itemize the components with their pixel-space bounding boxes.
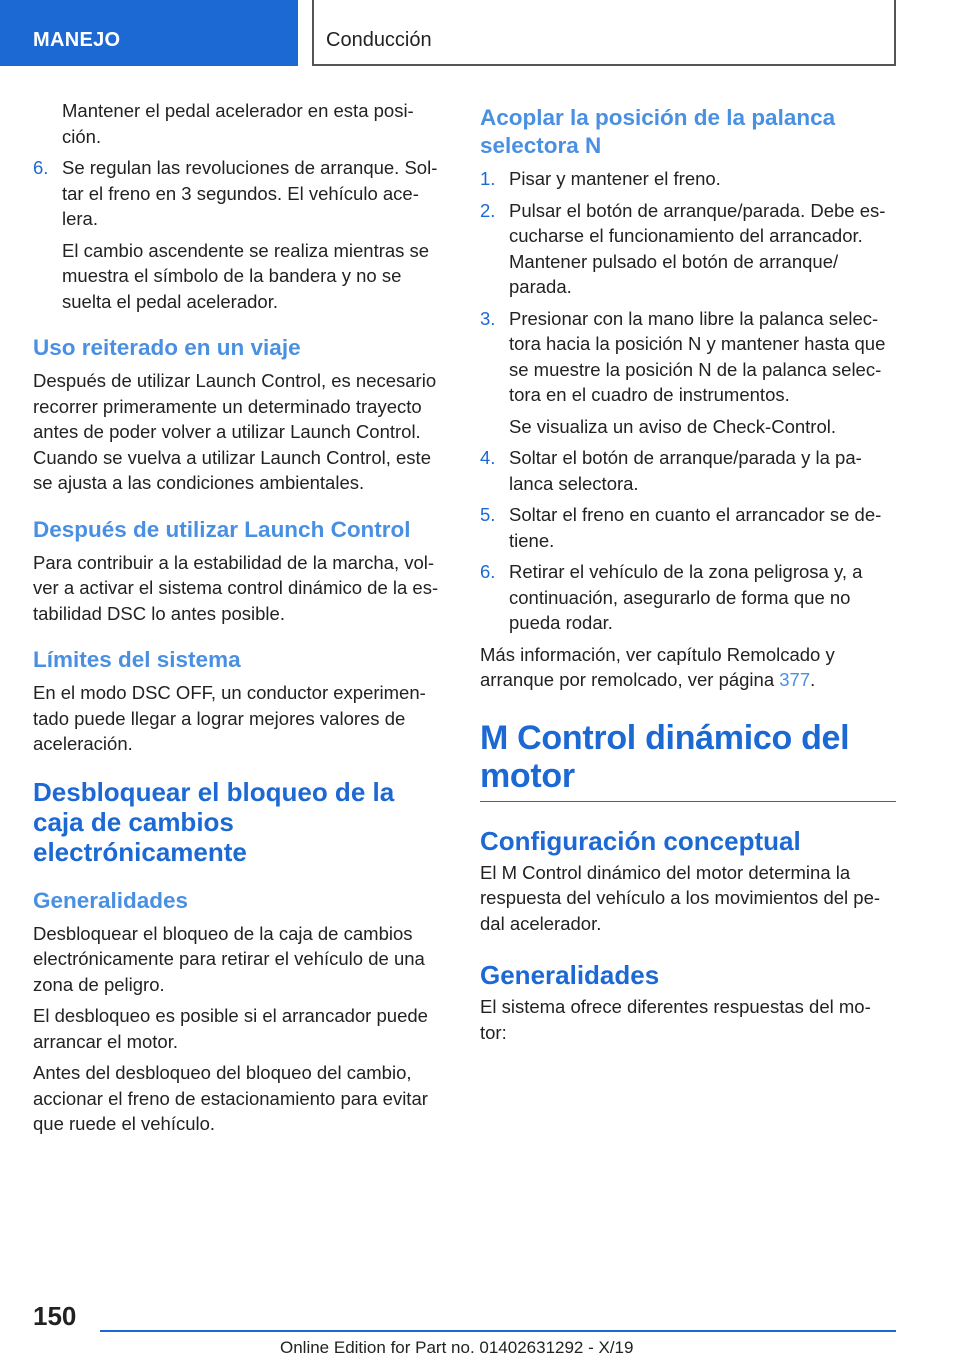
heading-acoplar-posicion: Acoplar la posición de la palanca selectora N [480, 105, 836, 158]
footer-edition: Online Edition for Part no. 01402631292 - X/19 [280, 1338, 634, 1357]
right-column [480, 98, 896, 1051]
paragraph: En el modo DSC OFF, un conductor experimen‐ tado puede llegar a lograr mejores valores de aceleración. [33, 682, 426, 754]
paragraph: Desbloquear el bloqueo de la caja de cambios electrónicamente para retirar el vehículo de una zona de peligro. [33, 922, 425, 995]
paragraph: Para contribuir a la estabilidad de la marcha, vol‐ ver a activar el sistema control dinámico de la es‐ tabilidad DSC lo antes posible. [33, 551, 439, 624]
list-number: 2. [480, 199, 496, 221]
heading-configuracion-conceptual: Configuración conceptual [480, 825, 801, 856]
list-text: Pulsar el botón de arranque/parada. Debe es‐ cucharse el funcionamiento del arrancador. Mantener pulsado el botón de arranque/ parada. [509, 199, 886, 297]
section-tab [0, 0, 298, 66]
list-text: Soltar el botón de arranque/parada y la pa‐ lanca selectora. [509, 447, 862, 494]
heading-desbloquear: Desbloquear el bloqueo de la caja de cambios electrónicamente [33, 776, 395, 867]
list-item [480, 445, 896, 496]
more-info-paragraph [480, 642, 896, 693]
paragraph: El desbloqueo es posible si el arrancador puede arrancar el motor. [33, 1005, 428, 1052]
page-header [0, 0, 960, 66]
list-number: 1. [480, 168, 496, 189]
footer-divider [100, 1330, 896, 1332]
paragraph: El sistema ofrece diferentes respuestas del mo‐ tor: [480, 996, 871, 1043]
list-number: 6. [480, 561, 496, 582]
heading-despues-launch-control: Después de utilizar Launch Control [33, 516, 411, 542]
list-item [33, 155, 447, 232]
paragraph: Antes del desbloqueo del bloqueo del cambio, accionar el freno de estacionamiento para evitar que ruede el vehículo. [33, 1062, 428, 1134]
page-reference-link[interactable]: 377 [779, 669, 811, 690]
list-text: Presionar con la mano libre la palanca selec‐ tora hacia la posición N y mantener hasta que se muestre la posición N de la palanca selec‐ tora en el cuadro de instrumentos. [509, 307, 886, 405]
list-item-note: Se visualiza un aviso de Check-Control. [509, 415, 836, 437]
heading-generalidades: Generalidades [33, 887, 189, 913]
heading-limites-sistema: Límites del sistema [33, 647, 241, 672]
more-info-text: Más información, ver capítulo Remolcado y arranque por remolcado, ver página [480, 643, 835, 690]
paragraph: El M Control dinámico del motor determina la respuesta del vehículo a los movimientos del pe‐ dal acelerador. [480, 861, 881, 934]
list-text: Pisar y mantener el freno. [509, 168, 721, 189]
heading-generalidades: Generalidades [480, 960, 660, 990]
list-text: Retirar el vehículo de la zona peligrosa y, a continuación, asegurarlo de forma que no pueda rodar. [509, 561, 863, 633]
continued-text: Mantener el pedal acelerador en esta posi‐ ción. [62, 100, 414, 147]
heading-uso-reiterado: Uso reiterado en un viaje [33, 335, 301, 360]
left-column [33, 98, 447, 1143]
list-number: 4. [480, 447, 496, 468]
list-number: 3. [480, 307, 496, 329]
list-item [480, 306, 896, 408]
paragraph: Después de utilizar Launch Control, es necesario recorrer primeramente un determinado trayecto antes de poder volver a utilizar Launch Control. Cuando se vuelva a utilizar Launch Control, este se ajusta a las condiciones ambientales. [33, 370, 437, 493]
list-item [480, 559, 896, 636]
list-item [480, 198, 896, 300]
more-info-end: . [810, 669, 816, 690]
heading-m-control-dinamico: M Control dinámico del motor [480, 719, 896, 802]
page-number: 150 [33, 1301, 77, 1331]
list-item-note: El cambio ascendente se realiza mientras se muestra el símbolo de la bandera y no se suelta el pedal acelerador. [62, 239, 430, 312]
list-text: Soltar el freno en cuanto el arrancador se de‐ tiene. [509, 504, 882, 551]
list-number: 5. [480, 504, 496, 525]
list-item [480, 166, 896, 192]
chapter-title: Conducción [326, 29, 432, 51]
list-text: Se regulan las revoluciones de arranque. Sol‐ tar el freno en 3 segundos. El vehículo ace‐ lera. [62, 157, 438, 229]
chapter-box [312, 0, 896, 66]
list-item [480, 502, 896, 553]
section-title: MANEJO [33, 29, 121, 51]
list-number: 6. [33, 157, 49, 178]
